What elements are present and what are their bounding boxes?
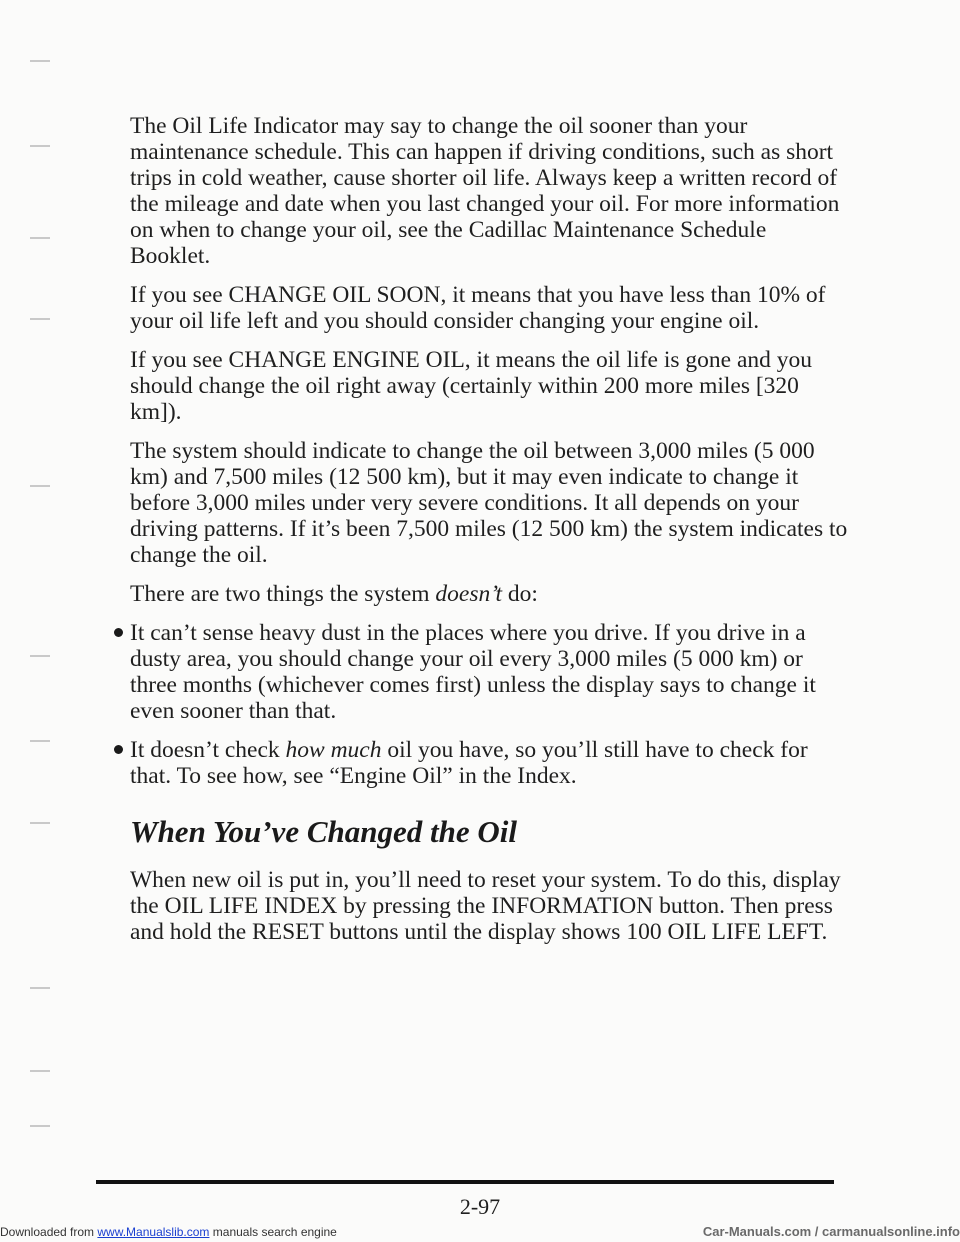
paragraph-oil-life-indicator: The Oil Life Indicator may say to change the oil sooner than your maintenance schedule. This can happen if driving conditions, such as short trips in cold weather, cause shorter oil life. Always keep a written record of the mileage and date when you last changed your oil. For more information on when to change your oil, see the Cadillac Maintenance Schedule Booklet. — [130, 113, 840, 269]
margin-mark — [30, 145, 50, 147]
list-item-text: It can’t sense heavy dust in the places where you drive. If you drive in a dusty area, you should change your oil every 3,000 miles (5 000 km) or three months (whichever comes first) unless the display says to change it even sooner than that. — [130, 620, 816, 724]
list-item-oil-level — [130, 737, 850, 789]
emphasis-text: doesn’t — [435, 581, 502, 607]
emphasis-text: how much — [285, 737, 382, 763]
list-item-text: It doesn’t check — [130, 737, 286, 763]
margin-mark — [30, 318, 50, 320]
margin-mark — [30, 1125, 50, 1127]
download-watermark — [0, 1225, 337, 1239]
margin-mark — [30, 1070, 50, 1072]
margin-mark — [30, 60, 50, 62]
paragraph-system-limits — [130, 581, 850, 607]
footer-rule — [96, 1180, 834, 1184]
margin-mark — [30, 822, 50, 824]
list-item-text: oil you have, so you’ll still have to check for that. To see how, see “Engine Oil” in the Index. — [130, 737, 808, 789]
site-watermark: Car-Manuals.com / carmanualsonline.info — [702, 1224, 960, 1239]
bullet-icon — [114, 628, 123, 637]
paragraph-change-oil-soon: If you see CHANGE OIL SOON, it means that you have less than 10% of your oil life left and you should consider changing your engine oil. — [130, 282, 826, 334]
margin-mark — [30, 237, 50, 239]
watermark-text: Downloaded from — [0, 1225, 98, 1239]
section-heading: When You’ve Changed the Oil — [130, 814, 517, 849]
paragraph-text: do: — [502, 581, 538, 607]
paragraph-change-engine-oil: If you see CHANGE ENGINE OIL, it means the oil life is gone and you should change the oil right away (certainly within 200 more miles [320 km]). — [130, 347, 813, 425]
margin-mark — [30, 485, 50, 487]
watermark-text: manuals search engine — [209, 1225, 337, 1239]
page-content — [130, 113, 850, 958]
paragraph-reset-system: When new oil is put in, you’ll need to reset your system. To do this, display the OIL LIFE INDEX by pressing the INFORMATION button. Then press and hold the RESET buttons until the display shows 100 OIL LIFE LEFT. — [130, 867, 841, 945]
bullet-icon — [114, 745, 123, 754]
page-number: 2-97 — [459, 1194, 501, 1219]
paragraph-text: There are two things the system — [130, 581, 436, 607]
manualslib-link[interactable]: www.Manualslib.com — [97, 1225, 210, 1239]
paragraph-oil-change-interval: The system should indicate to change the oil between 3,000 miles (5 000 km) and 7,500 miles (12 500 km), but it may even indicate to change it before 3,000 miles under very severe conditions. It all depends on your driving patterns. If it’s been 7,500 miles (12 500 km) the system indicates to change the oil. — [130, 438, 848, 568]
margin-mark — [30, 987, 50, 989]
margin-mark — [30, 740, 50, 742]
margin-mark — [30, 655, 50, 657]
list-item-dust — [130, 620, 850, 724]
limits-list — [130, 620, 850, 789]
